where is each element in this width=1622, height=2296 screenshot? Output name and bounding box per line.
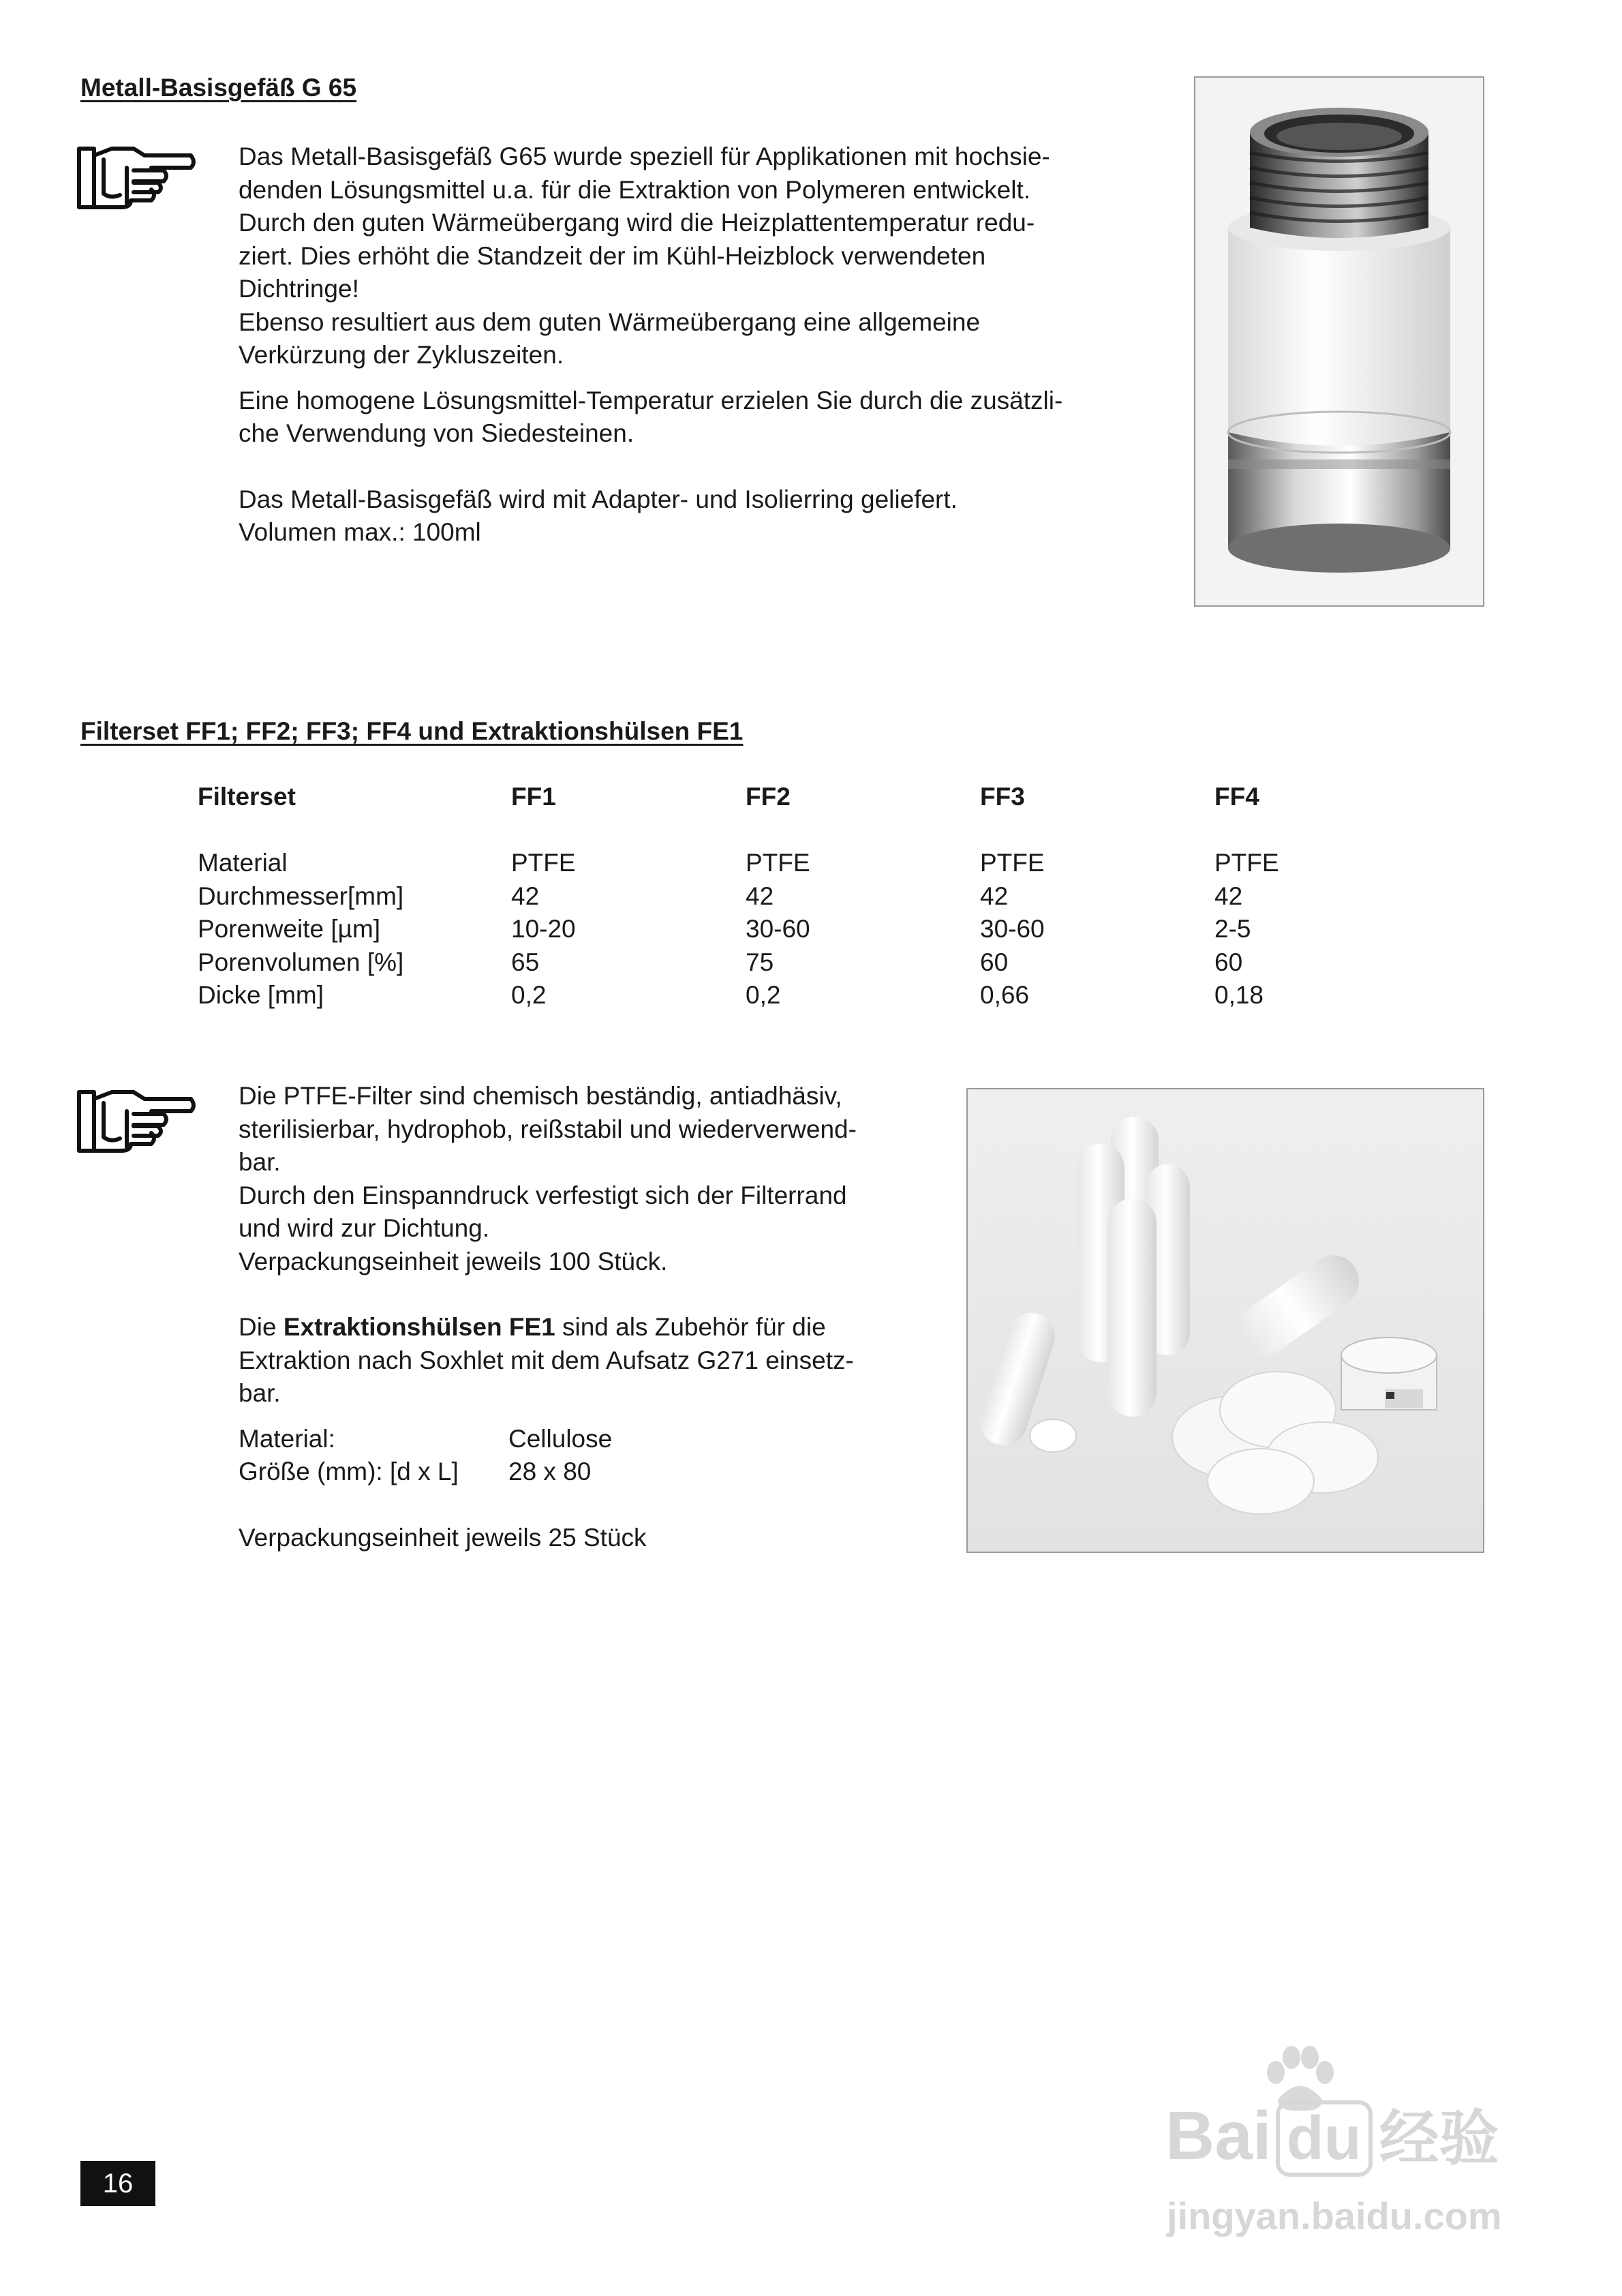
spec-value: 28 x 80 [508, 1457, 592, 1485]
spec-row [239, 1455, 919, 1489]
metal-vessel-photo [1194, 76, 1484, 607]
table-cell: 42 [1214, 881, 1243, 910]
text-line: Das Metall-Basisgefäß wird mit Adapter- und Isolierring geliefert. [239, 485, 958, 513]
table-cell: Durchmesser[mm] [198, 881, 404, 910]
table-row [198, 948, 1351, 982]
table-cell: 42 [511, 881, 540, 910]
table-cell: PTFE [511, 849, 576, 877]
table-header-cell: FF4 [1214, 783, 1259, 811]
watermark [1159, 2045, 1567, 2263]
text-line: Verpackungseinheit jeweils 100 Stück. [239, 1247, 668, 1275]
spec-row [239, 1423, 919, 1456]
table-header-row [198, 783, 1351, 816]
table-row [198, 882, 1351, 916]
text-line: sterilisierbar, hydrophob, reißstabil und wiederverwend- [239, 1115, 857, 1143]
table-row [198, 849, 1351, 882]
section1-text [239, 140, 1145, 549]
spec-label: Material: [239, 1424, 335, 1453]
table-cell: Porenweite [µm] [198, 915, 381, 943]
table-cell: Porenvolumen [%] [198, 948, 404, 976]
table-cell: 0,66 [980, 981, 1030, 1009]
watermark-brand-left: Bai [1165, 2098, 1272, 2174]
text-line: che Verwendung von Siedesteinen. [239, 419, 634, 447]
table-cell: 60 [1214, 948, 1243, 976]
page-number: 16 [80, 2161, 155, 2206]
text-line: Das Metall-Basisgefäß G65 wurde speziell für Applikationen mit hochsie- [239, 142, 1050, 170]
table-header-cell: Filterset [198, 783, 296, 811]
watermark-cn: 经验 [1379, 2104, 1499, 2172]
text-line: Ebenso resultiert aus dem guten Wärmeübergang eine allgemeine [239, 307, 981, 336]
text-line: Dichtringe! [239, 275, 359, 303]
section1-heading: Metall-Basisgefäß G 65 [80, 74, 357, 102]
table-row [198, 915, 1351, 948]
spec-label: Größe (mm): [d x L] [239, 1457, 459, 1485]
text-line: Durch den guten Wärmeübergang wird die Heizplattentemperatur redu- [239, 209, 1035, 237]
metal-vessel-illustration [1195, 78, 1483, 605]
table-header-cell: FF1 [511, 783, 556, 811]
text-line: denden Lösungsmittel u.a. für die Extraktion von Polymeren entwickelt. [239, 175, 1031, 204]
table-cell: PTFE [980, 849, 1045, 877]
table-cell: PTFE [746, 849, 810, 877]
text-line [239, 1311, 919, 1344]
table-cell: 42 [980, 881, 1009, 910]
text-line: und wird zur Dichtung. [239, 1214, 490, 1242]
table-row [198, 981, 1351, 1014]
text-line: Verpackungseinheit jeweils 25 Stück [239, 1523, 647, 1552]
table-header-cell: FF2 [746, 783, 791, 811]
fe1-prefix: Die [239, 1313, 277, 1341]
table-cell: 30-60 [980, 915, 1045, 943]
watermark-url: jingyan.baidu.com [1167, 2194, 1502, 2237]
section2-heading: Filterset FF1; FF2; FF3; FF4 und Extraktionshülsen FE1 [80, 717, 744, 745]
filter-properties-table [198, 783, 1351, 1014]
table-cell: Dicke [mm] [198, 981, 324, 1009]
filter-notes [239, 1080, 919, 1554]
text-line: Verkürzung der Zykluszeiten. [239, 341, 564, 369]
text-line: Extraktion nach Soxhlet mit dem Aufsatz G271 einsetz- [239, 1346, 854, 1374]
text-line: Durch den Einspanndruck verfestigt sich der Filterrand [239, 1181, 847, 1209]
table-cell: 42 [746, 881, 774, 910]
table-cell: 75 [746, 948, 774, 976]
text-line: Die PTFE-Filter sind chemisch beständig, antiadhäsiv, [239, 1082, 842, 1110]
table-cell: 0,2 [511, 981, 547, 1009]
text-line: Volumen max.: 100ml [239, 518, 481, 546]
text-line: Eine homogene Lösungsmittel-Temperatur erzielen Sie durch die zusätzli- [239, 386, 1063, 414]
spec-value: Cellulose [508, 1424, 613, 1453]
table-cell: 65 [511, 948, 540, 976]
watermark-brand-right: du [1276, 2100, 1373, 2177]
table-cell: 10-20 [511, 915, 576, 943]
table-cell: Material [198, 849, 288, 877]
filters-thimbles-photo [966, 1088, 1484, 1553]
text-line: bar. [239, 1379, 281, 1407]
table-cell: 2-5 [1214, 915, 1251, 943]
pointing-hand-icon [76, 1084, 199, 1159]
table-header-cell: FF3 [980, 783, 1025, 811]
filters-thimbles-illustration [968, 1089, 1483, 1552]
table-cell: PTFE [1214, 849, 1279, 877]
fe1-suffix: sind als Zubehör für die [562, 1313, 826, 1341]
table-cell: 0,18 [1214, 981, 1264, 1009]
table-cell: 0,2 [746, 981, 781, 1009]
table-cell: 30-60 [746, 915, 810, 943]
table-cell: 60 [980, 948, 1009, 976]
text-line: ziert. Dies erhöht die Standzeit der im Kühl-Heizblock verwendeten [239, 241, 986, 270]
text-line: bar. [239, 1148, 281, 1176]
pointing-hand-icon [76, 140, 199, 215]
fe1-product-name: Extraktionshülsen FE1 [283, 1313, 555, 1341]
